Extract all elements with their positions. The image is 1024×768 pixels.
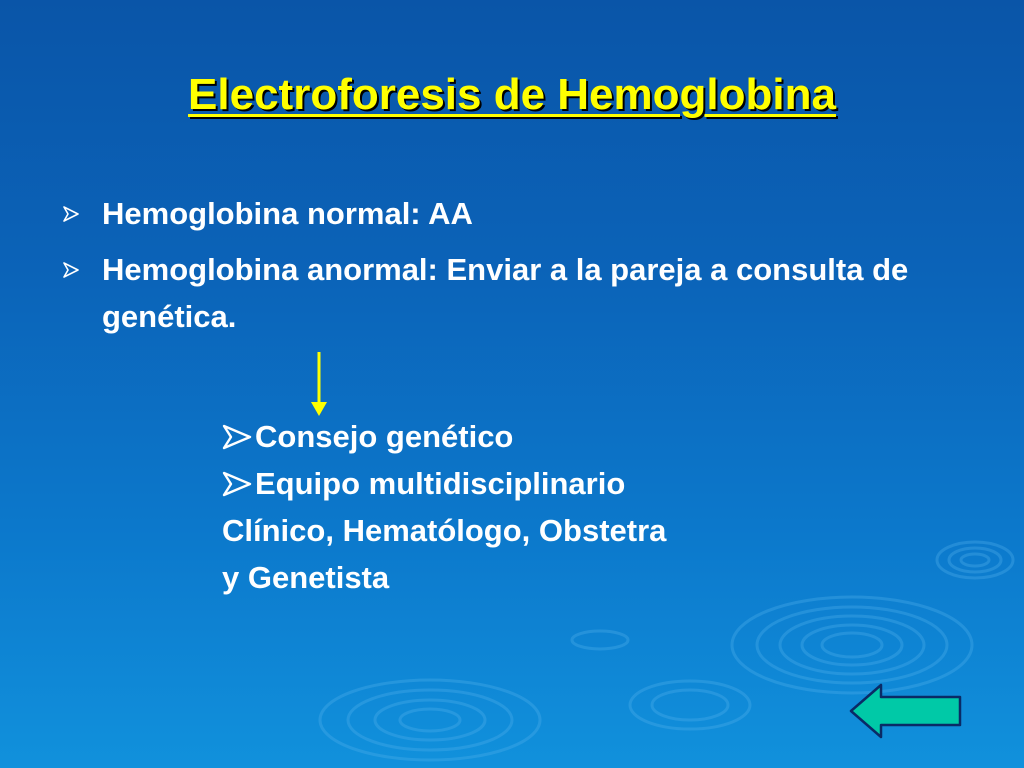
sub-item [222, 460, 862, 507]
sub-item-text: Consejo genético [255, 419, 514, 454]
sub-item-text: Equipo multidisciplinario [255, 466, 626, 501]
arrowhead-bullet-icon [222, 424, 252, 450]
sub-list [222, 413, 862, 601]
bullet-list [62, 190, 962, 349]
bullet-text: Hemoglobina anormal: Enviar a la pareja a consulta de genética. [102, 252, 909, 334]
sub-item [222, 413, 862, 460]
down-arrow-icon [308, 350, 330, 418]
sub-continuation-line: y Genetista [222, 560, 390, 595]
slide-title: Electroforesis de Hemoglobina [188, 70, 836, 119]
arrowhead-bullet-icon [222, 471, 252, 497]
back-arrow-icon[interactable] [848, 682, 964, 740]
bullet-item [62, 190, 962, 237]
bullet-text: Hemoglobina normal: AA [102, 196, 473, 231]
arrowhead-bullet-icon [62, 262, 80, 278]
bullet-item [62, 246, 962, 340]
sub-continuation-line: Clínico, Hematólogo, Obstetra [222, 513, 667, 548]
arrowhead-bullet-icon [62, 206, 80, 222]
